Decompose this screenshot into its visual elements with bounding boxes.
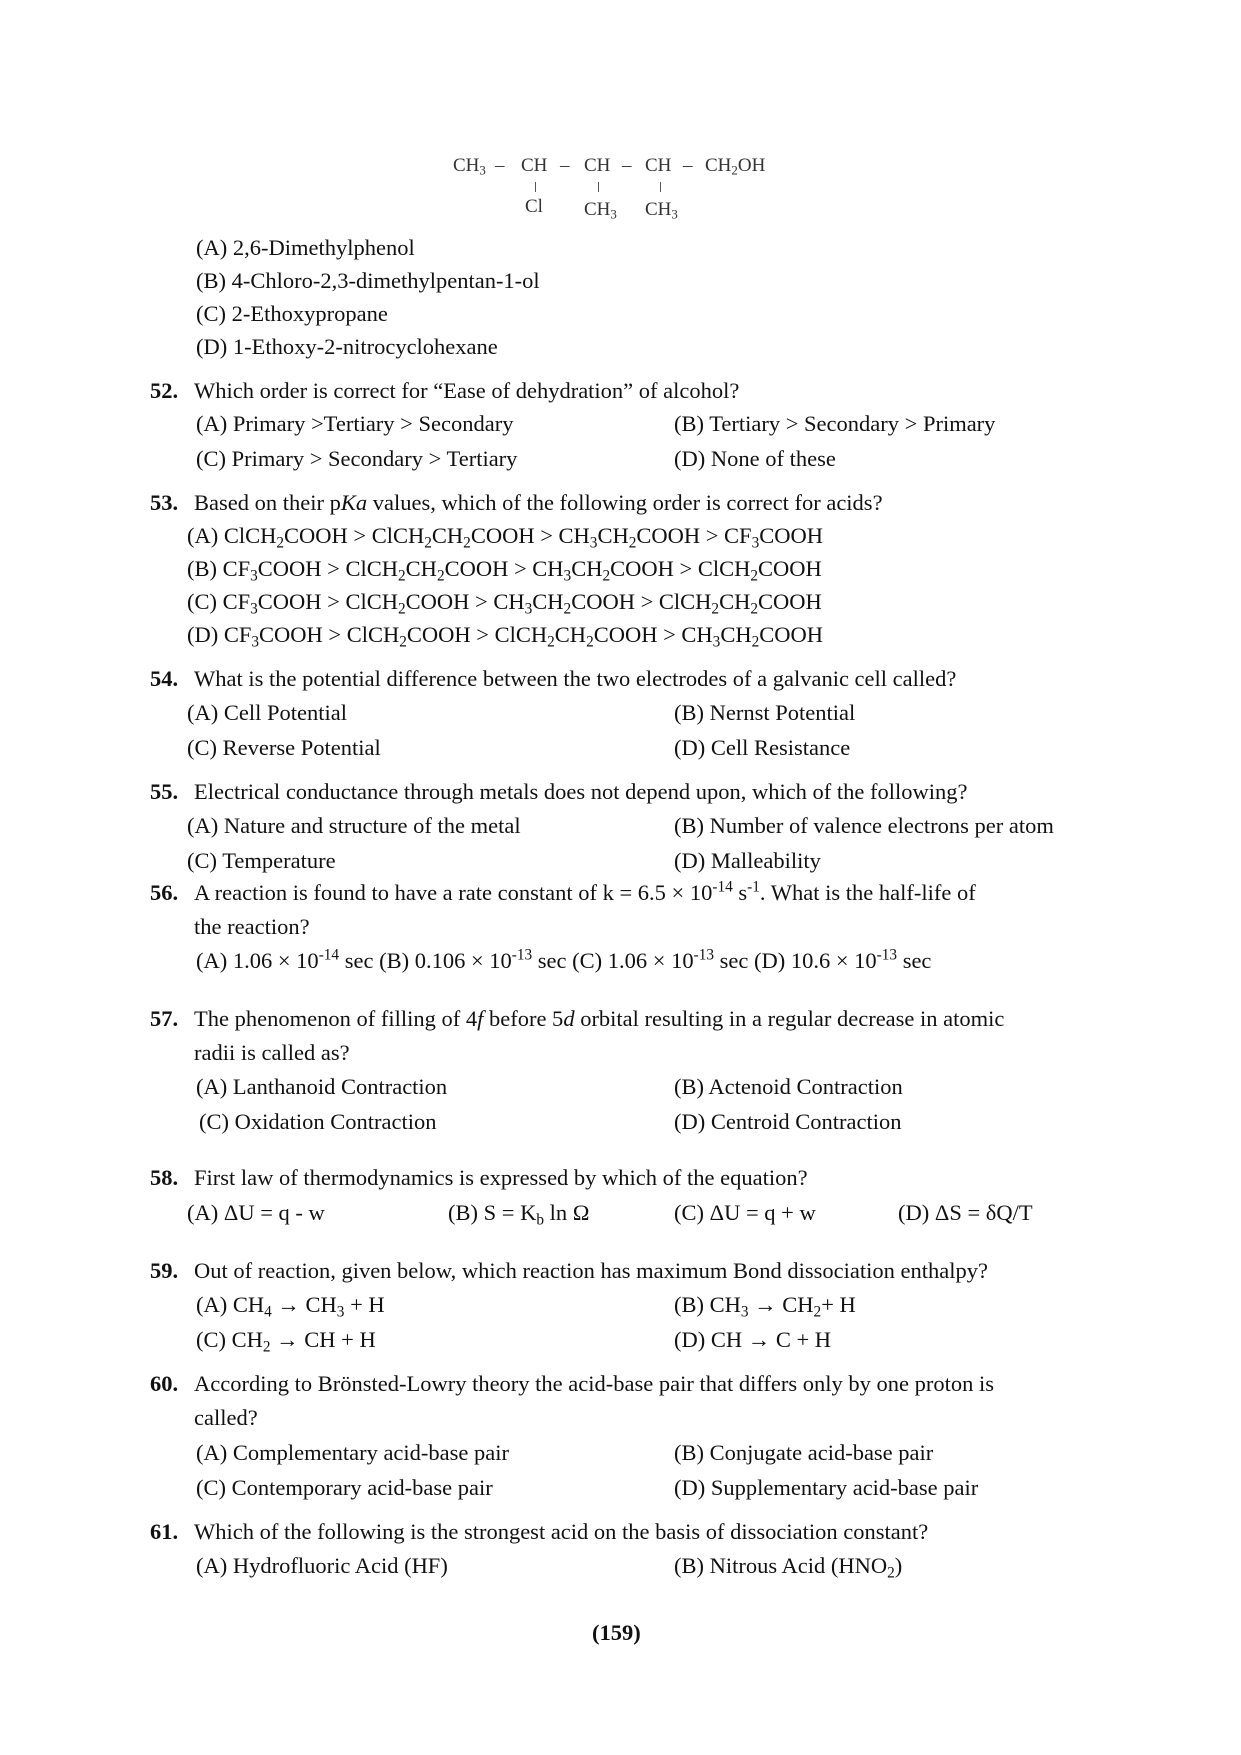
q53-option-b: (B) $CF_3COOH$ > $ClCH_2CH_2COOH$ > $CH_3CH_2COOH$ > ClCH$_2$COOH <box>187 556 822 585</box>
q57-question-line1: The phenomenon of filling of 4f before 5d orbital resulting in a regular decrease in atomic <box>194 1006 1005 1031</box>
formula-bond-vertical <box>660 182 661 192</box>
q57-question-line2: radii is called as? <box>194 1040 350 1065</box>
q55-option-b: (B) Number of valence electrons per atom <box>674 813 1054 838</box>
q51-option-c: (C) 2-Ethoxypropane <box>196 301 388 326</box>
q59-number: 59. <box>150 1258 179 1283</box>
formula-ch2oh: $CH_2OH$ <box>705 155 766 178</box>
q57-option-c: (C) Oxidation Contraction <box>199 1109 437 1134</box>
q56-question-line1: A reaction is found to have a rate constant of $k = 6.5 \times 10^{-14}$ $s^{-1}$. What is the half-life of <box>194 878 976 905</box>
q59-option-c: (C) $CH_2$ → CH + H <box>196 1327 376 1356</box>
q54-option-a: (A) Cell Potential <box>187 700 347 725</box>
q51-option-a: (A) 2,6-Dimethylphenol <box>196 235 415 260</box>
q61-question: Which of the following is the strongest acid on the basis of dissociation constant? <box>194 1519 929 1544</box>
q53-option-c: (C) $CF_3COOH$ > ClCH$_2$COOH > $CH_3CH_2COOH$ > $ClCH_2CH_2COOH$ <box>187 589 822 618</box>
q52-option-b: (B) Tertiary > Secondary > Primary <box>674 411 996 436</box>
formula-cl: Cl <box>525 196 543 217</box>
formula-bond-vertical <box>535 182 536 192</box>
q59-question: Out of reaction, given below, which reaction has maximum Bond dissociation enthalpy? <box>194 1258 988 1283</box>
q54-option-d: (D) Cell Resistance <box>674 735 851 760</box>
formula-bond: – <box>560 155 570 176</box>
formula-ch: CH <box>521 155 548 176</box>
q58-number: 58. <box>150 1165 179 1190</box>
q53-question: Based on their pKa values, which of the following order is correct for acids? <box>194 490 883 515</box>
formula-bond: – <box>683 155 693 176</box>
q56-options: (A) $1.06 \times 10^{-14}$ sec (B) $0.106 \times 10^{-13}$ sec (C) $1.06 \times 10^{-13}$ sec (D) $10.6 \times 10^{-13}$ sec <box>196 946 932 973</box>
formula-bond-vertical <box>598 182 599 192</box>
q59-option-d: (D) CH → C + H <box>674 1327 832 1352</box>
formula-ch: CH <box>645 155 672 176</box>
q61-option-a: (A) Hydrofluoric Acid (HF) <box>196 1553 448 1578</box>
q60-question-line1: According to Brönsted-Lowry theory the acid-base pair that differs only by one proton is <box>194 1371 995 1396</box>
q60-option-b: (B) Conjugate acid-base pair <box>674 1440 934 1465</box>
q57-option-a: (A) Lanthanoid Contraction <box>196 1074 448 1099</box>
q59-option-a: (A) $CH_4 \to CH_3 + H$ <box>196 1292 385 1321</box>
formula-bond: – <box>622 155 632 176</box>
q51-option-b: (B) 4-Chloro-2,3-dimethylpentan-1-ol <box>196 268 540 293</box>
q54-option-b: (B) Nernst Potential <box>674 700 856 725</box>
q51-option-d: (D) 1-Ethoxy-2-nitrocyclohexane <box>196 334 498 359</box>
q61-number: 61. <box>150 1519 179 1544</box>
q58-option-a: (A) ΔU = q - w <box>187 1200 325 1225</box>
q54-option-c: (C) Reverse Potential <box>187 735 381 760</box>
q56-question-line2: the reaction? <box>194 914 310 939</box>
q52-option-a: (A) Primary >Tertiary > Secondary <box>196 411 514 436</box>
formula-ch3: $CH_3$ <box>453 155 486 178</box>
q56-number: 56. <box>150 880 179 905</box>
formula-ch3: $CH_3$ <box>584 199 617 222</box>
q53-number: 53. <box>150 490 179 515</box>
q60-number: 60. <box>150 1371 179 1396</box>
q60-option-d: (D) Supplementary acid-base pair <box>674 1475 979 1500</box>
q58-option-c: (C) ΔU = q + w <box>674 1200 816 1225</box>
q55-option-a: (A) Nature and structure of the metal <box>187 813 521 838</box>
formula-ch: CH <box>584 155 611 176</box>
q57-option-b: (B) Actenoid Contraction <box>674 1074 903 1099</box>
q58-option-d: (D) ΔS = δQ/T <box>898 1200 1033 1225</box>
q55-question: Electrical conductance through metals does not depend upon, which of the following? <box>194 779 968 804</box>
q60-option-a: (A) Complementary acid-base pair <box>196 1440 510 1465</box>
q54-question: What is the potential difference between the two electrodes of a galvanic cell called? <box>194 666 957 691</box>
q55-option-c: (C) Temperature <box>187 848 336 873</box>
q57-number: 57. <box>150 1006 179 1031</box>
q52-number: 52. <box>150 378 179 403</box>
q52-option-c: (C) Primary > Secondary > Tertiary <box>196 446 518 471</box>
q53-option-d: (D) $CF_3COOH$ > ClCH$_2$COOH > $ClCH_2CH_2COOH$ > $CH_3CH_2COOH$ <box>187 622 824 651</box>
formula-ch3: $CH_3$ <box>645 199 678 222</box>
q61-option-b: (B) Nitrous Acid $(HNO_2)$ <box>674 1553 903 1582</box>
q60-question-line2: called? <box>194 1405 258 1430</box>
formula-bond: – <box>495 155 505 176</box>
q52-option-d: (D) None of these <box>674 446 836 471</box>
q55-number: 55. <box>150 779 179 804</box>
q52-question: Which order is correct for “Ease of dehydration” of alcohol? <box>194 378 740 403</box>
q53-option-a: (A) ClCH$_2$COOH > $ClCH_2CH_2COOH$ > $CH_3CH_2COOH$ > $CF_3COOH$ <box>187 523 823 552</box>
q58-option-b: (B) $S = K_b$ ln Ω <box>448 1200 590 1229</box>
page-number: (159) <box>592 1620 641 1645</box>
q60-option-c: (C) Contemporary acid-base pair <box>196 1475 493 1500</box>
q55-option-d: (D) Malleability <box>674 848 821 873</box>
q58-question: First law of thermodynamics is expressed by which of the equation? <box>194 1165 808 1190</box>
q57-option-d: (D) Centroid Contraction <box>674 1109 902 1134</box>
q54-number: 54. <box>150 666 179 691</box>
q59-option-b: (B) $CH_3 \to CH_2+ H$ <box>674 1292 856 1321</box>
